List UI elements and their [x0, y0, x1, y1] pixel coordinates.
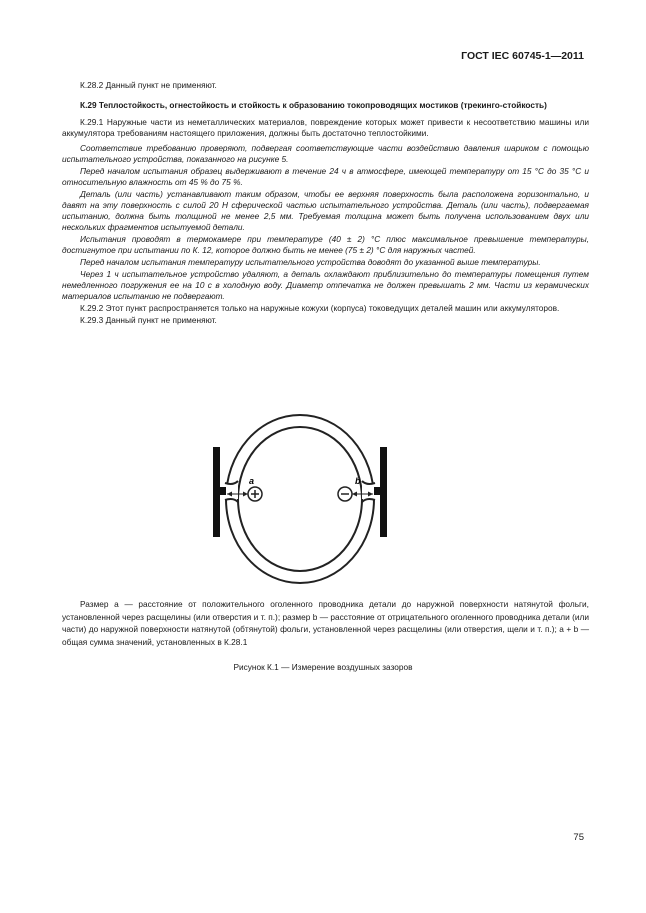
standard-header: ГОСТ IEC 60745-1—2011: [461, 50, 584, 62]
left-foil-tongue: [220, 487, 226, 495]
figure-caption: Размер a — расстояние от положительного оголенного проводника детали до наружной поверхности натянутой фольги, установленной через расщелины (или отверстия и т. п.); размер b — расстояние от отрицательного оголенного проводника детали (или части) до наружной поверхности натянутой (обтянутой) фольги, установленной через расщелины (или отверстия, щели и т. п.); a + b — общая сумма значений, установленных в К.28.1: [62, 599, 589, 647]
clearance-figure: [205, 413, 395, 585]
document-body: [62, 80, 589, 330]
paragraph-k29-2: К.29.2 Этот пункт распространяется только на наружные кожухи (корпуса) токоведущих деталей машин или аккумуляторов.: [80, 303, 560, 313]
paragraph-k29-3: К.29.3 Данный пункт не применяют.: [80, 315, 217, 325]
paragraph-conditioning: Перед началом испытания образец выдерживают в течение 24 ч в атмосфере, имеющей температуру от 15 °С до 35 °С и относительную влажность от 45 % до 75 %.: [62, 166, 589, 187]
label-b: b: [355, 476, 361, 486]
left-foil: [213, 447, 220, 537]
page-number: 75: [573, 832, 584, 843]
right-foil-tongue: [374, 487, 380, 495]
paragraph-heating: Испытания проводят в термокамере при температуре (40 ± 2) °С плюс максимальное превышение температуры, достигнутое при испытании по К. 12, которое должно быть не менее (75 ± 2) °С для наружных частей.: [62, 234, 589, 255]
figure-title: Рисунок К.1 — Измерение воздушных зазоров: [233, 662, 413, 672]
paragraph-preheat: Перед началом испытания температуру испытательного устройства доводят до указанной выше температуры.: [80, 257, 541, 267]
paragraph-compliance: Соответствие требованию проверяют, подвергая соответствующие части воздействию давления шариком с помощью испытательного устройства, показанного на рисунке 5.: [62, 143, 589, 164]
label-a: a: [249, 476, 255, 486]
paragraph-cooling: Через 1 ч испытательное устройство удаляют, а деталь охлаждают приблизительно до температуры помещения путем немедленного погружения ее на 10 с в холодную воду. Диаметр отпечатка не должен превышать 2 мм. Части из керамических материалов испытанию не подвергают.: [62, 269, 589, 301]
paragraph-placement: Деталь (или часть) устанавливают таким образом, чтобы ее верхняя поверхность была расположена горизонтально, и давят на эту поверхность с силой 20 Н сферической частью испытательного устройства. Деталь (или часть), подвергаемая испытанию, должна быть толщиной не менее 2,5 мм. Требуемая толщина может быть получена использованием двух или нескольких фрагментов испытуемой детали.: [62, 189, 589, 232]
paragraph-k28-2: К.28.2 Данный пункт не применяют.: [80, 80, 217, 90]
paragraph-k29-1: К.29.1 Наружные части из неметаллических материалов, повреждение которых может привести к несоответствию машины или аккумулятора требованиям настоящего приложения, должны быть достаточно теплостойкими.: [62, 117, 589, 138]
outer-housing-ring: [226, 415, 374, 583]
right-foil: [380, 447, 387, 537]
section-title-k29: К.29 Теплостойкость, огнестойкость и стойкость к образованию токопроводящих мостиков (трекинго-стойкость): [80, 100, 547, 110]
